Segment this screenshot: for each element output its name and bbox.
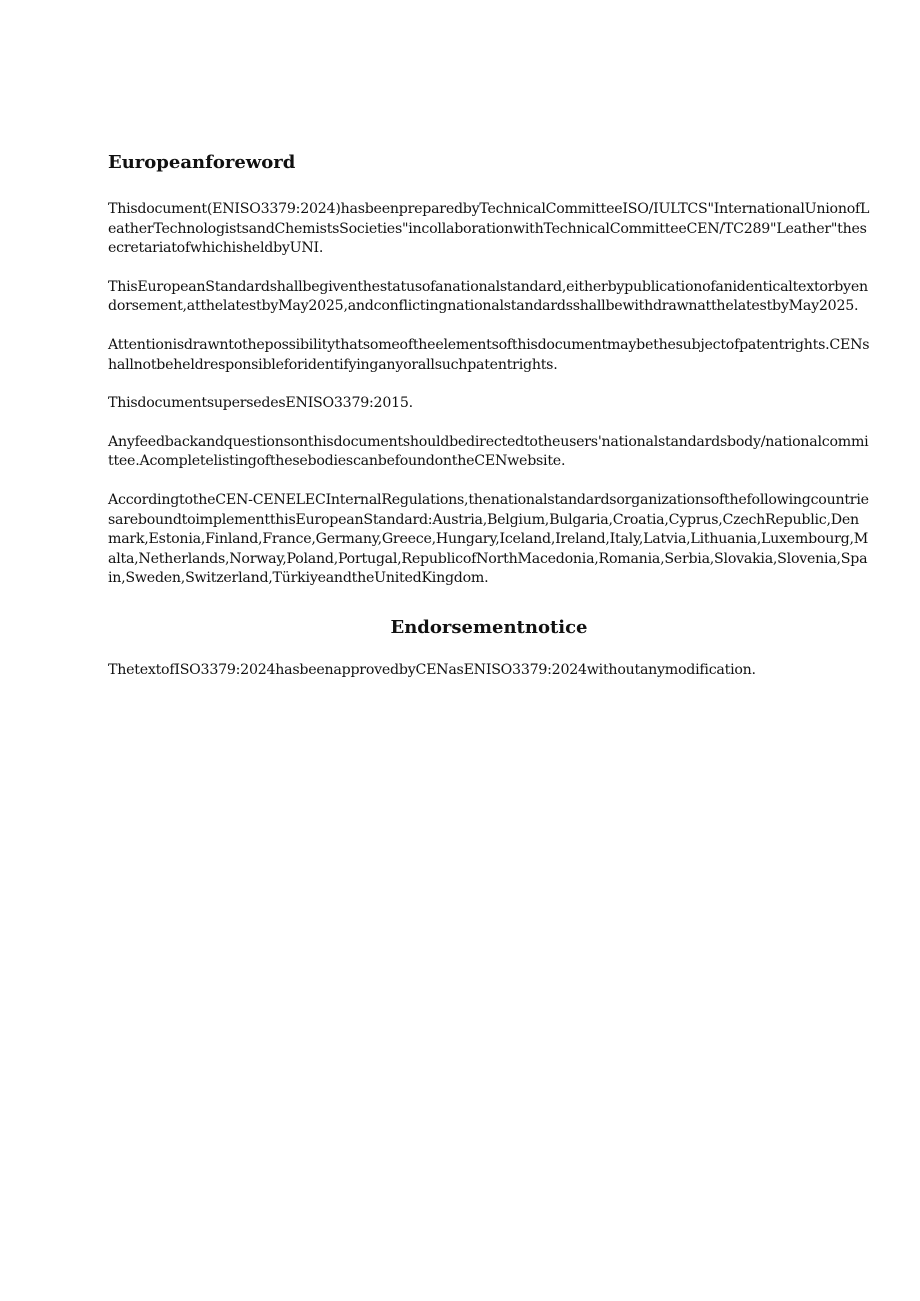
foreword-paragraph-supersedes: ThisdocumentsupersedesENISO3379:2015.	[108, 395, 413, 412]
foreword-heading: Europeanforeword	[108, 152, 296, 173]
endorsement-text: ThetextofISO3379:2024hasbeenapprovedbyCENasENISO3379:2024withoutanymodification.	[108, 661, 756, 678]
foreword-paragraph-status: ThisEuropeanStandardshallbegiventhestatusofanationalstandard,eitherbypublicationofanidenticaltextorbyendorsement,atthelatestbyMay2025,andconflictingnationalstandardsshallbewithdrawnatthelatestbyMay2025.	[108, 278, 868, 315]
foreword-paragraph-feedback: Anyfeedbackandquestionsonthisdocumentshouldbedirectedtotheusers'nationalstandardsbody/nationalcommittee.AcompletelistingofthesebodiescanbefoundontheCENwebsite.	[108, 433, 869, 470]
foreword-paragraph-countries: AccordingtotheCEN-CENELECInternalRegulations,thenationalstandardsorganizationsofthefollowingcountriesareboundtoimplementthisEuropeanStandard:Austria,Belgium,Bulgaria,Croatia,Cyprus,CzechRepublic,Denmark,Estonia,Finland,France,Germany,Greece,Hungary,Iceland,Ireland,Italy,Latvia,Lithuania,Luxembourg,Malta,Netherlands,Norway,Poland,Portugal,RepublicofNorthMacedonia,Romania,Serbia,Slovakia,Slovenia,Spain,Sweden,Switzerland,TürkiyeandtheUnitedKingdom.	[108, 491, 869, 587]
foreword-paragraph-preparation: Thisdocument(ENISO3379:2024)hasbeenpreparedbyTechnicalCommitteeISO/IULTCS"InternationalUnionofLeatherTechnologistsandChemistsSocieties"incollaborationwithTechnicalCommitteeCEN/TC289"Leather"thesecretariatofwhichisheldbyUNI.	[108, 201, 870, 257]
foreword-paragraph-patent: Attentionisdrawntothepossibilitythatsomeoftheelementsofthisdocumentmaybethesubjectofpatentrights.CENshallnotbeheldresponsibleforidentifyinganyorallsuchpatentrights.	[108, 336, 870, 373]
endorsement-heading: Endorsementnotice	[390, 616, 588, 638]
document-page	[108, 150, 870, 700]
